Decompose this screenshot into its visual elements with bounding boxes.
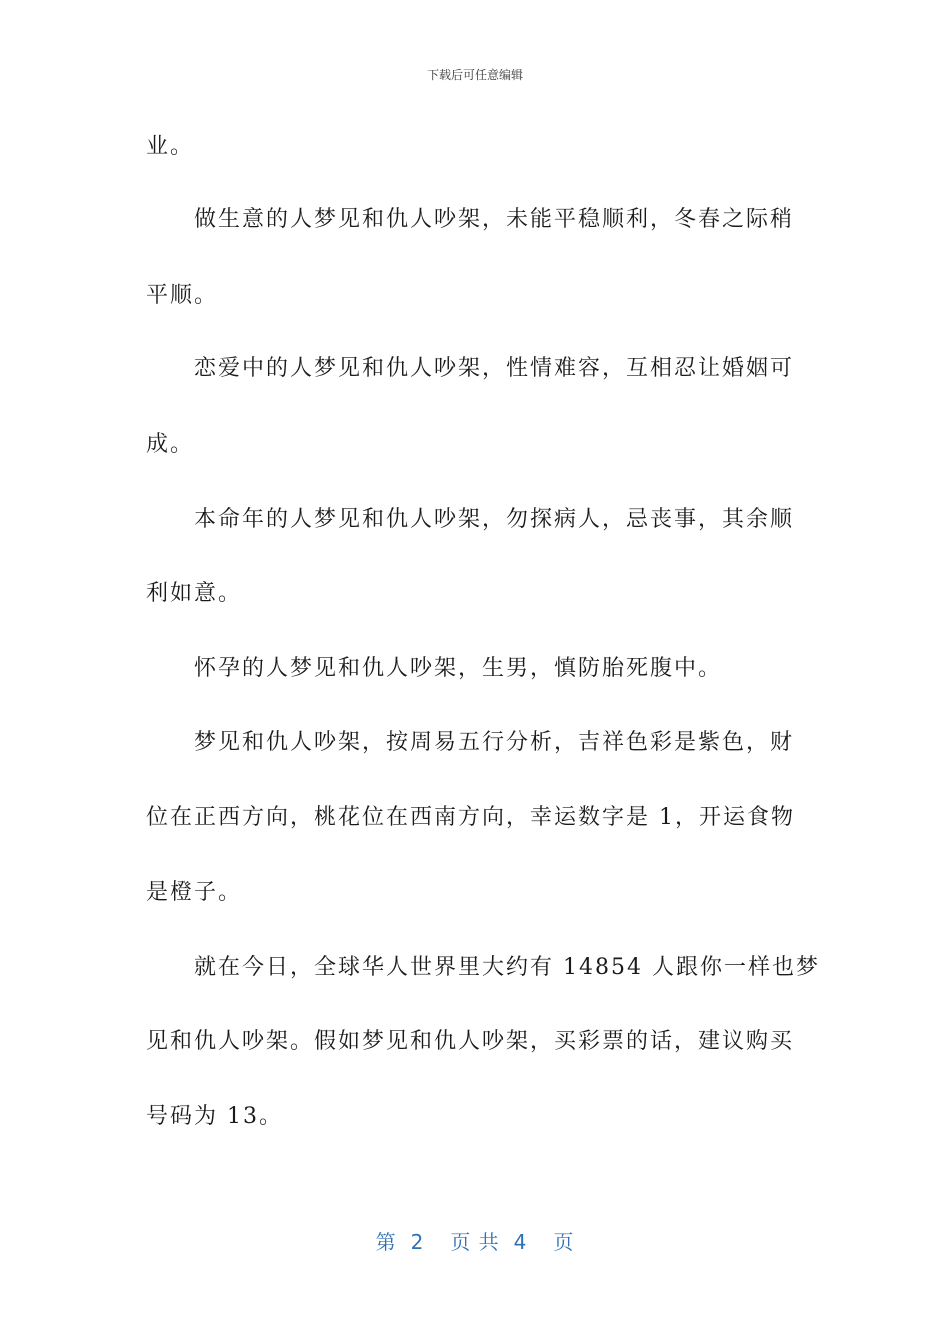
footer-suffix: 页: [553, 1230, 575, 1254]
text-line: 成。: [146, 432, 195, 457]
text-line: 利如意。: [146, 581, 243, 606]
text-line: 做生意的人梦见和仇人吵架，未能平稳顺利，冬春之际稍: [194, 207, 795, 232]
text-line: 是橙子。: [146, 880, 243, 905]
footer-middle: 页 共: [450, 1230, 500, 1254]
text-line: 位在正西方向，桃花位在西南方向，幸运数字是 1，开运食物: [146, 805, 795, 830]
footer-prefix: 第: [375, 1230, 397, 1254]
current-page-number: 2: [410, 1230, 425, 1254]
page-header-note: 下载后可任意编辑: [426, 68, 523, 82]
total-page-number: 4: [513, 1230, 528, 1254]
text-line: 梦见和仇人吵架，按周易五行分析，吉祥色彩是紫色，财: [194, 730, 795, 755]
text-line: 业。: [146, 134, 195, 159]
text-line: 平顺。: [146, 283, 219, 308]
text-line: 怀孕的人梦见和仇人吵架，生男，慎防胎死腹中。: [194, 656, 723, 681]
text-line: 见和仇人吵架。假如梦见和仇人吵架，买彩票的话，建议购买: [146, 1029, 795, 1054]
text-line: 恋爱中的人梦见和仇人吵架，性情难容，互相忍让婚姻可: [194, 356, 795, 381]
text-line: 就在今日，全球华人世界里大约有 14854 人跟你一样也梦: [194, 955, 820, 980]
text-line: 号码为 13。: [146, 1104, 283, 1129]
page-number-footer: [0, 1226, 950, 1255]
text-line: 本命年的人梦见和仇人吵架，勿探病人，忌丧事，其余顺: [194, 507, 795, 532]
